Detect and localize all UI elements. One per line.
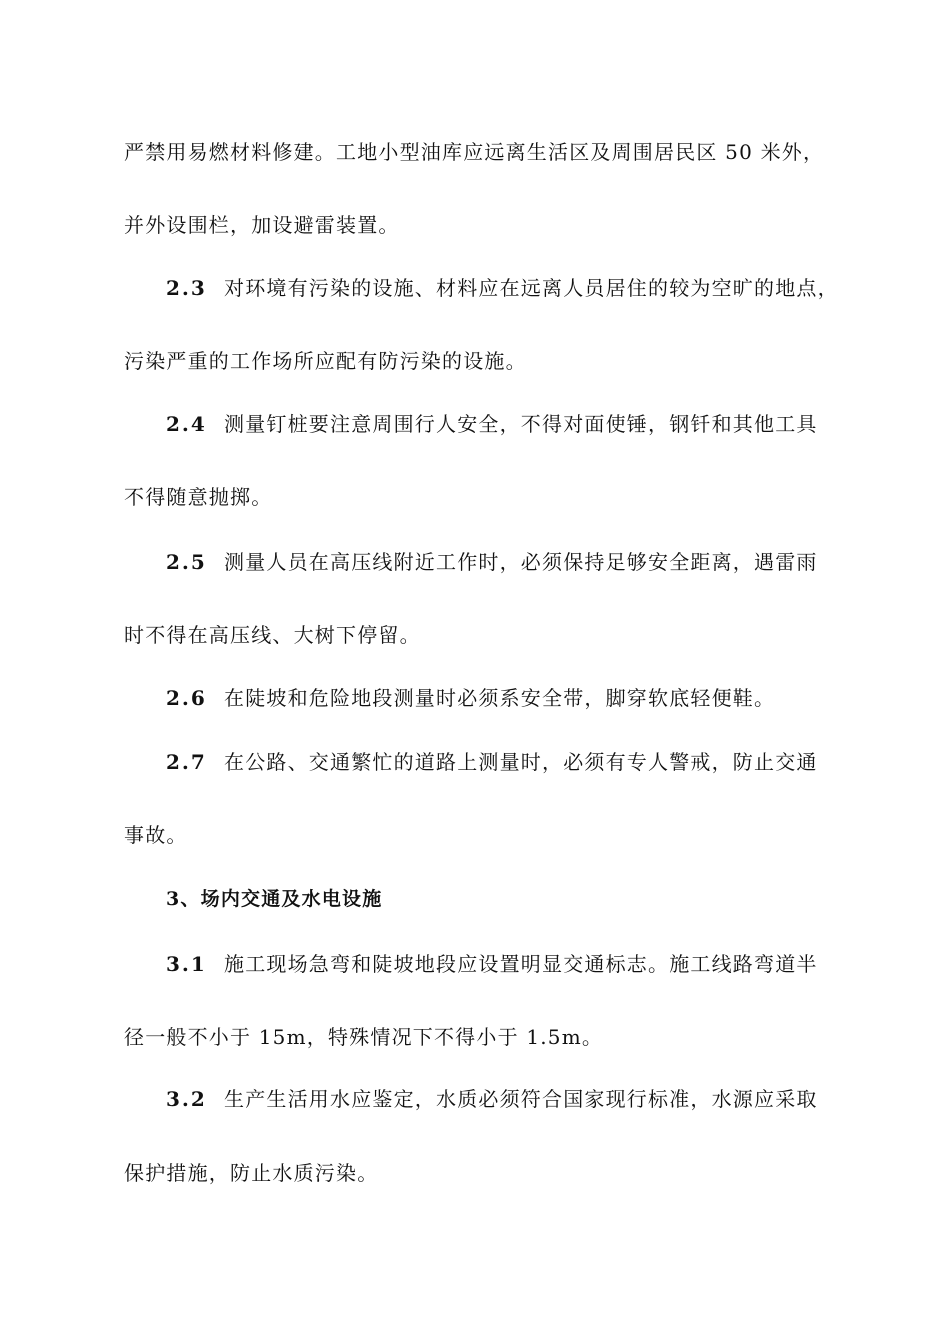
paragraph-line: 保护措施，防止水质污染。 [124, 1161, 379, 1185]
section-number: 2.5 [166, 550, 207, 574]
paragraph-text: 施工现场急弯和陡坡地段应设置明显交通标志。施工线路弯道半 [224, 952, 818, 976]
paragraph-line: 严禁用易燃材料修建。工地小型油库应远离生活区及周围居民区 50 米外， [124, 140, 825, 164]
paragraph-text: 在陡坡和危险地段测量时必须系安全带，脚穿软底轻便鞋。 [224, 686, 776, 710]
section-number: 3.1 [166, 952, 207, 976]
numbered-paragraph-line [166, 550, 818, 574]
paragraph-text: 测量人员在高压线附近工作时，必须保持足够安全距离，遇雷雨 [224, 550, 818, 574]
numbered-paragraph-line [166, 1087, 818, 1111]
numbered-paragraph-line [166, 686, 775, 710]
section-number: 2.7 [166, 750, 207, 774]
paragraph-line: 径一般不小于 15m，特殊情况下不得小于 1.5m。 [124, 1025, 604, 1049]
numbered-paragraph-line [166, 412, 818, 436]
paragraph-line: 并外设围栏，加设避雷装置。 [124, 213, 400, 237]
section-number: 3.2 [166, 1087, 207, 1111]
paragraph-text: 生产生活用水应鉴定，水质必须符合国家现行标准，水源应采取 [224, 1087, 818, 1111]
section-number: 2.6 [166, 686, 207, 710]
paragraph-line: 不得随意抛掷。 [124, 485, 273, 509]
paragraph-line: 污染严重的工作场所应配有防污染的设施。 [124, 349, 527, 373]
numbered-paragraph-line [166, 276, 839, 300]
section-heading: 3、场内交通及水电设施 [166, 888, 383, 910]
paragraph-text: 测量钉桩要注意周围行人安全，不得对面使锤，钢钎和其他工具 [224, 412, 818, 436]
paragraph-line: 时不得在高压线、大树下停留。 [124, 623, 421, 647]
numbered-paragraph-line [166, 952, 818, 976]
paragraph-text: 在公路、交通繁忙的道路上测量时，必须有专人警戒，防止交通 [224, 750, 818, 774]
numbered-paragraph-line [166, 750, 818, 774]
section-number: 2.3 [166, 276, 207, 300]
paragraph-line: 事故。 [124, 823, 188, 847]
section-number: 2.4 [166, 412, 207, 436]
paragraph-text: 对环境有污染的设施、材料应在远离人员居住的较为空旷的地点， [224, 276, 839, 300]
